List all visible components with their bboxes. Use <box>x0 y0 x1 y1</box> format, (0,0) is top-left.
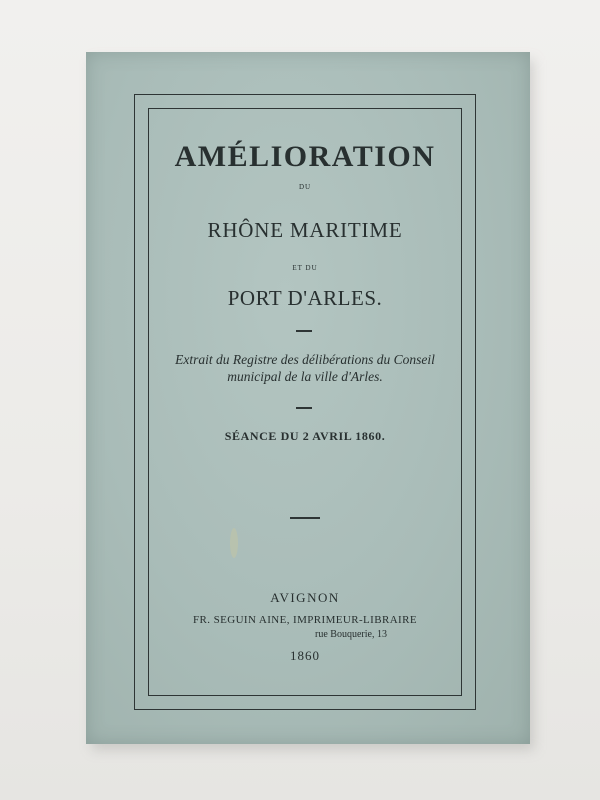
connector-et-du: ET DU <box>292 264 318 272</box>
ornament-rule <box>290 517 320 519</box>
imprint-printer: FR. SEGUIN AINE, IMPRIMEUR-LIBRAIRE <box>193 614 417 626</box>
imprint-address: rue Bouquerie, 13 <box>315 629 387 640</box>
connector-du: DU <box>298 183 312 191</box>
pamphlet-cover <box>86 52 530 744</box>
imprint-city: AVIGNON <box>270 590 340 605</box>
cover-title: AMÉLIORATION <box>174 140 436 173</box>
divider-dash <box>296 330 312 332</box>
inner-border <box>148 108 462 696</box>
cover-subject: RHÔNE MARITIME <box>207 218 403 242</box>
cover-port: PORT D'ARLES. <box>227 286 383 310</box>
extract-line-2: municipal de la ville d'Arles. <box>227 369 383 384</box>
paper-stain <box>230 528 238 558</box>
imprint-year: 1860 <box>290 648 320 663</box>
divider-dash <box>296 407 312 409</box>
session-date: SÉANCE DU 2 AVRIL 1860. <box>224 429 386 443</box>
extract-line-1: Extrait du Registre des délibérations du Conseil <box>175 352 435 367</box>
